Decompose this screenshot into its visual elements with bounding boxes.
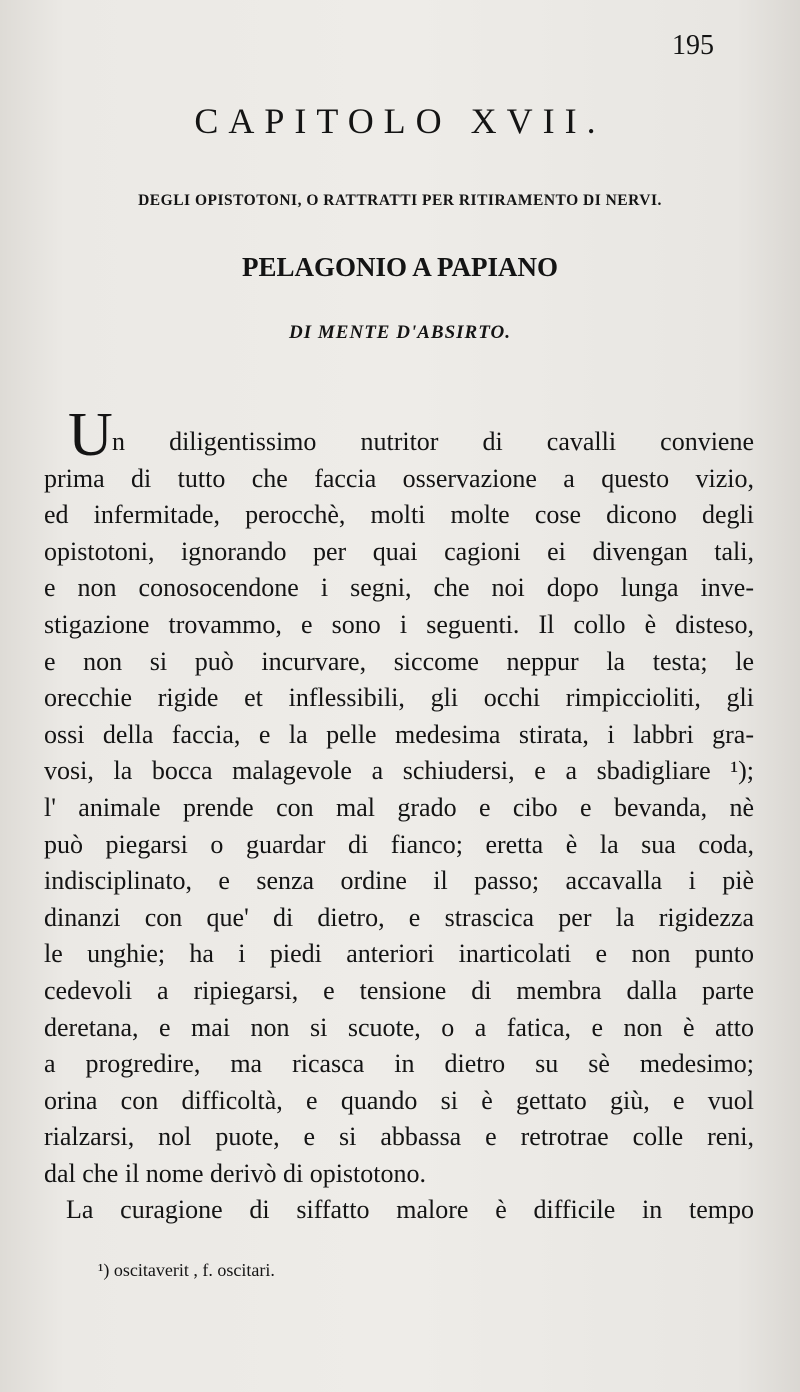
section-title: PELAGONIO A PAPIANO: [241, 252, 559, 282]
text-line: l' animale prende con mal grado e cibo e bevanda, nè: [44, 792, 754, 822]
page-number: 195: [672, 30, 714, 61]
text-line: rialzarsi, nol puote, e si abbassa e retrotrae colle reni,: [44, 1122, 754, 1152]
text-line: e non conosocendone i segni, che noi dopo lunga inve-: [44, 573, 754, 603]
footnote: ¹) oscitaverit , f. oscitari.: [98, 1260, 275, 1280]
text-line: opistotoni, ignorando per quai cagioni ei divengan tali,: [44, 536, 754, 566]
text-line: dal che il nome derivò di opistotono.: [44, 1158, 426, 1188]
chapter-subtitle: DEGLI OPISTOTONI, O RATTRATTI PER RITIRAMENTO DI NERVI.: [138, 192, 662, 209]
body-text: [44, 424, 754, 1229]
text-line: La curagione di siffatto malore è difficile in tempo: [66, 1195, 754, 1225]
text-line: prima di tutto che faccia osservazione a questo vizio,: [44, 463, 754, 493]
text-line: e non si può incurvare, siccome neppur la testa; le: [44, 646, 754, 676]
text-line: orina con difficoltà, e quando si è gettato giù, e vuol: [44, 1085, 754, 1115]
text-line: n diligentissimo nutritor di cavalli conviene: [112, 427, 754, 456]
drop-cap: U: [68, 401, 113, 469]
text-line: ossi della faccia, e la pelle medesima stirata, i labbri gra-: [44, 719, 754, 749]
text-line: dinanzi con que' di dietro, e strascica per la rigidezza: [44, 902, 754, 932]
text-line: orecchie rigide et inflessibili, gli occhi rimpiccioliti, gli: [44, 683, 754, 713]
text-line: ed infermitade, perocchè, molti molte cose dicono degli: [44, 500, 754, 530]
text-line: deretana, e mai non si scuote, o a fatica, e non è atto: [44, 1012, 754, 1042]
text-line: indisciplinato, e senza ordine il passo; accavalla i piè: [44, 866, 754, 896]
text-line: a progredire, ma ricasca in dietro su sè medesimo;: [44, 1049, 754, 1079]
chapter-title: CAPITOLO XVII.: [194, 101, 606, 141]
text-line: cedevoli a ripiegarsi, e tensione di membra dalla parte: [44, 975, 754, 1005]
text-line: stigazione trovammo, e sono i seguenti. Il collo è disteso,: [44, 609, 754, 639]
text-line: può piegarsi o guardar di fianco; eretta è la sua coda,: [44, 829, 754, 859]
attribution: DI MENTE D'ABSIRTO.: [289, 322, 511, 343]
text-line: vosi, la bocca malagevole a schiudersi, e a sbadigliare ¹);: [44, 756, 754, 786]
text-line: le unghie; ha i piedi anteriori inarticolati e non punto: [44, 939, 754, 969]
